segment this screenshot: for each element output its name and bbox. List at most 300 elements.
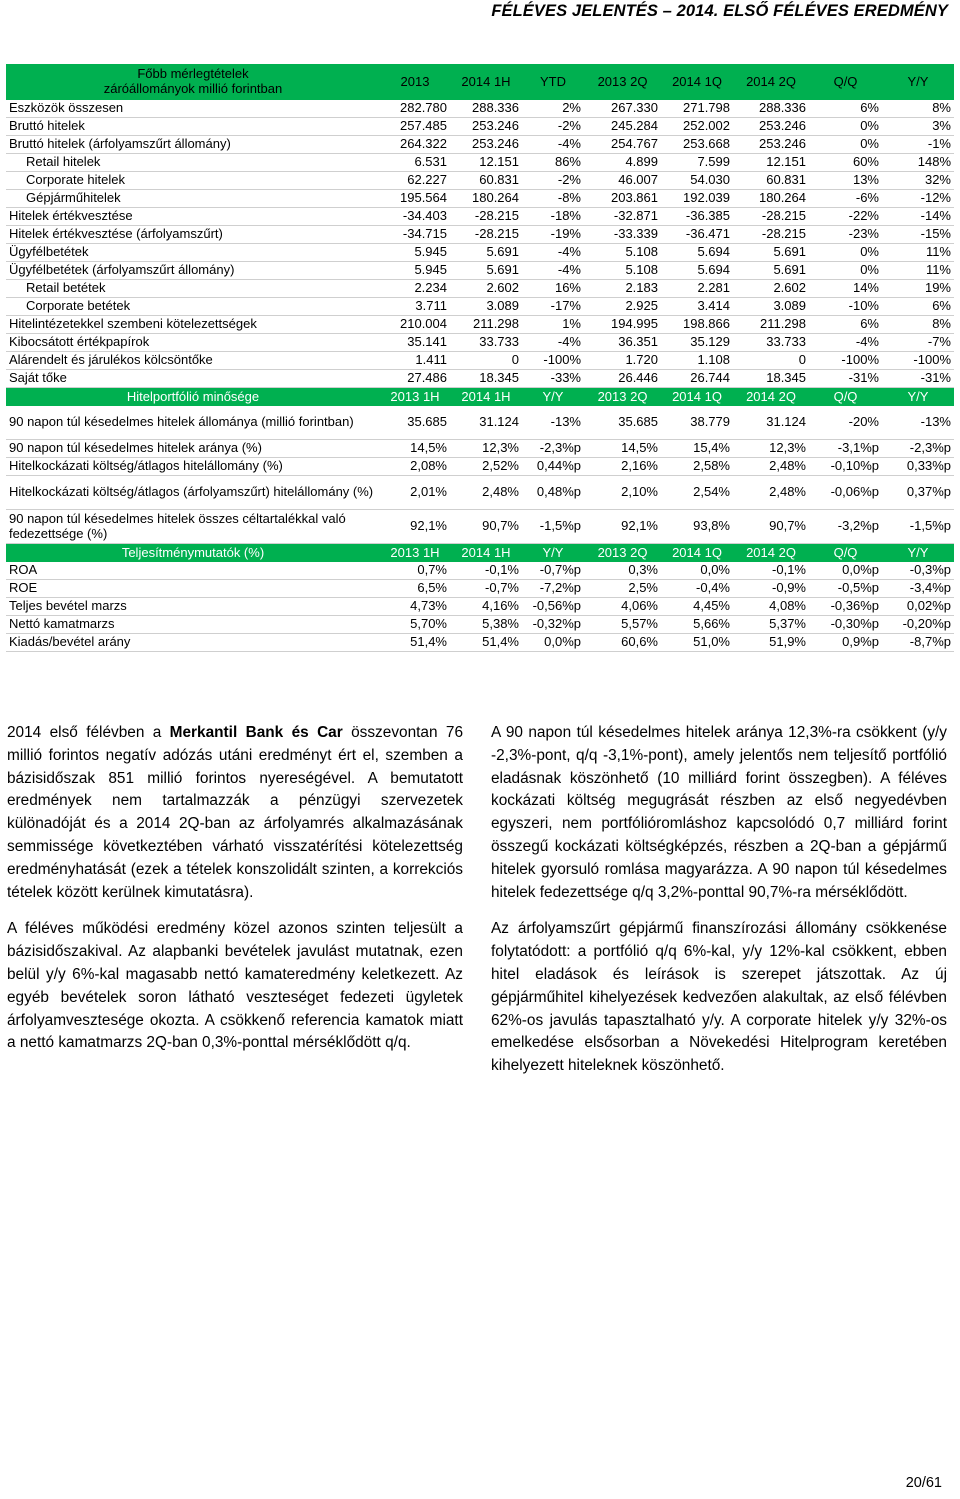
row-value: 211.298 (450, 316, 522, 334)
row-value: 51,4% (380, 634, 450, 652)
table-row (6, 316, 954, 334)
row-value: 14% (809, 280, 882, 298)
row-value: -2% (522, 172, 584, 190)
table-row (6, 208, 954, 226)
row-value: 254.767 (584, 136, 661, 154)
row-value: -33% (522, 370, 584, 388)
row-value: 4,16% (450, 598, 522, 616)
row-value: 3.089 (450, 298, 522, 316)
row-value: 2,58% (661, 458, 733, 476)
table-row (6, 136, 954, 154)
row-label: Bruttó hitelek (árfolyamszűrt állomány) (6, 136, 380, 154)
section-column-header: 2014 2Q (733, 388, 809, 407)
table-row (6, 190, 954, 208)
row-value: 4,73% (380, 598, 450, 616)
row-value: 253.246 (450, 136, 522, 154)
left-paragraph-1 (7, 722, 463, 904)
table-row (6, 406, 954, 440)
section-column-header: 2013 2Q (584, 544, 661, 563)
row-value: -0,56%p (522, 598, 584, 616)
row-value: 0% (809, 262, 882, 280)
row-value: 90,7% (733, 510, 809, 544)
column-header: Q/Q (809, 64, 882, 100)
row-value: 2.281 (661, 280, 733, 298)
row-value: 51,0% (661, 634, 733, 652)
row-value: 18.345 (450, 370, 522, 388)
row-value: -4% (522, 262, 584, 280)
row-value: 27.486 (380, 370, 450, 388)
row-value: 0,7% (380, 562, 450, 580)
row-value: 0,9%p (809, 634, 882, 652)
row-value: 198.866 (661, 316, 733, 334)
row-value: 194.995 (584, 316, 661, 334)
row-value: 192.039 (661, 190, 733, 208)
row-value: 1.411 (380, 352, 450, 370)
row-value: 203.861 (584, 190, 661, 208)
table-row (6, 172, 954, 190)
row-value: 5.694 (661, 262, 733, 280)
column-header: 2014 2Q (733, 64, 809, 100)
row-value: 26.446 (584, 370, 661, 388)
row-value: 35.685 (584, 406, 661, 440)
row-value: 5.945 (380, 244, 450, 262)
row-value: -0,3%p (882, 562, 954, 580)
row-value: 2,52% (450, 458, 522, 476)
row-value: -0,4% (661, 580, 733, 598)
row-value: 93,8% (661, 510, 733, 544)
row-value: 6,5% (380, 580, 450, 598)
row-value: 245.284 (584, 118, 661, 136)
row-value: -28.215 (450, 226, 522, 244)
row-label: Bruttó hitelek (6, 118, 380, 136)
table-row (6, 476, 954, 510)
row-value: -3,4%p (882, 580, 954, 598)
row-value: 2% (522, 100, 584, 118)
table-title (6, 64, 380, 100)
table-row (6, 510, 954, 544)
row-value: 2,54% (661, 476, 733, 510)
row-label: Hitelek értékvesztése (árfolyamszűrt) (6, 226, 380, 244)
row-value: -4% (522, 334, 584, 352)
row-value: 8% (882, 316, 954, 334)
row-value: 5,37% (733, 616, 809, 634)
row-value: -23% (809, 226, 882, 244)
row-value: 267.330 (584, 100, 661, 118)
row-value: -0,7% (450, 580, 522, 598)
row-value: -32.871 (584, 208, 661, 226)
row-value: 92,1% (380, 510, 450, 544)
row-value: 2.925 (584, 298, 661, 316)
section-column-header: Y/Y (882, 544, 954, 563)
row-label: Hitelintézetekkel szembeni kötelezettségek (6, 316, 380, 334)
row-value: -34.403 (380, 208, 450, 226)
section-column-header: Y/Y (882, 388, 954, 407)
row-value: 5.694 (661, 244, 733, 262)
row-value: 6% (882, 298, 954, 316)
row-value: -33.339 (584, 226, 661, 244)
table-title-line-2: záróállományok millió forintban (103, 81, 283, 96)
table-row (6, 580, 954, 598)
row-value: 0% (809, 118, 882, 136)
row-value: 2,48% (733, 476, 809, 510)
row-value: -1% (882, 136, 954, 154)
row-value: 252.002 (661, 118, 733, 136)
row-value: 5,66% (661, 616, 733, 634)
row-value: -0,32%p (522, 616, 584, 634)
table-row (6, 226, 954, 244)
row-value: -4% (522, 244, 584, 262)
table-row (6, 458, 954, 476)
row-value: -0,1% (450, 562, 522, 580)
row-label: Hitelek értékvesztése (6, 208, 380, 226)
row-value: -31% (882, 370, 954, 388)
table-row (6, 352, 954, 370)
row-value: 62.227 (380, 172, 450, 190)
row-value: 46.007 (584, 172, 661, 190)
left-text-column (7, 722, 463, 1069)
financial-table (6, 64, 954, 652)
row-value: 86% (522, 154, 584, 172)
row-value: 288.336 (450, 100, 522, 118)
table-row (6, 100, 954, 118)
row-value: -28.215 (733, 226, 809, 244)
row-value: 5.691 (450, 244, 522, 262)
row-label: Gépjárműhitelek (6, 190, 380, 208)
table-row (6, 118, 954, 136)
row-value: -4% (522, 136, 584, 154)
row-value: 282.780 (380, 100, 450, 118)
left-p1-rest: összevontan 76 millió forintos negatív adózás utáni eredményt ért el, szemben a bázisidőszak 851 millió forintos nyereségével. A bemutatott eredmények nem tartalmazzák a pénzügyi szervezetek különadóját és a 2014 2Q-ban az árfolyamrés alkalmazásának semmissége következtében várható visszatérítési kötelezettség eredményhatását (ezek a tételek konszolidált szinten, a korrekciós tételek között kerülnek kimutatásra). (7, 724, 464, 901)
row-value: 210.004 (380, 316, 450, 334)
row-value: -0,10%p (809, 458, 882, 476)
row-value: 2.602 (733, 280, 809, 298)
row-label: Retail betétek (6, 280, 380, 298)
table-row (6, 370, 954, 388)
row-value: -36.471 (661, 226, 733, 244)
row-value: -20% (809, 406, 882, 440)
row-label: Retail hitelek (6, 154, 380, 172)
row-value: -0,30%p (809, 616, 882, 634)
row-value: -4% (809, 334, 882, 352)
row-value: 6% (809, 316, 882, 334)
row-value: 2,01% (380, 476, 450, 510)
row-value: 90,7% (450, 510, 522, 544)
row-value: 12,3% (733, 440, 809, 458)
row-value: 271.798 (661, 100, 733, 118)
row-value: 253.246 (733, 136, 809, 154)
row-value: 0,33%p (882, 458, 954, 476)
column-header: Y/Y (882, 64, 954, 100)
row-value: 60% (809, 154, 882, 172)
row-value: 54.030 (661, 172, 733, 190)
row-value: -31% (809, 370, 882, 388)
row-value: 19% (882, 280, 954, 298)
row-value: 35.129 (661, 334, 733, 352)
row-value: 5.108 (584, 262, 661, 280)
row-label: Kiadás/bevétel arány (6, 634, 380, 652)
row-value: 0,0% (661, 562, 733, 580)
row-value: 5.691 (733, 262, 809, 280)
row-value: 0,48%p (522, 476, 584, 510)
row-value: 5.691 (450, 262, 522, 280)
row-value: 14,5% (584, 440, 661, 458)
row-label: Hitelkockázati költség/átlagos (árfolyamszűrt) hitelállomány (%) (6, 476, 380, 510)
row-value: -14% (882, 208, 954, 226)
section-title: Hitelportfólió minősége (6, 388, 380, 407)
row-value: -2,3%p (522, 440, 584, 458)
report-header: FÉLÉVES JELENTÉS – 2014. ELSŐ FÉLÉVES EREDMÉNY (491, 2, 948, 20)
row-value: -0,9% (733, 580, 809, 598)
row-label: 90 napon túl késedelmes hitelek aránya (%) (6, 440, 380, 458)
row-value: 51,4% (450, 634, 522, 652)
row-value: 2,5% (584, 580, 661, 598)
row-value: -34.715 (380, 226, 450, 244)
row-value: 2,48% (733, 458, 809, 476)
section-column-header: 2013 1H (380, 388, 450, 407)
row-value: -10% (809, 298, 882, 316)
row-value: 18.345 (733, 370, 809, 388)
row-value: -6% (809, 190, 882, 208)
row-value: 1% (522, 316, 584, 334)
section-column-header: 2014 2Q (733, 544, 809, 563)
row-value: 0,0%p (809, 562, 882, 580)
table-row (6, 562, 954, 580)
row-value: 5,70% (380, 616, 450, 634)
row-value: -3,1%p (809, 440, 882, 458)
row-value: 6% (809, 100, 882, 118)
row-label: ROE (6, 580, 380, 598)
row-value: 2,16% (584, 458, 661, 476)
row-value: 5,57% (584, 616, 661, 634)
row-label: ROA (6, 562, 380, 580)
table-row (6, 262, 954, 280)
row-value: 180.264 (450, 190, 522, 208)
row-value: -19% (522, 226, 584, 244)
row-value: 0 (733, 352, 809, 370)
row-value: 2.183 (584, 280, 661, 298)
row-value: 0,02%p (882, 598, 954, 616)
row-value: 8% (882, 100, 954, 118)
row-value: 257.485 (380, 118, 450, 136)
table-row (6, 334, 954, 352)
row-value: 211.298 (733, 316, 809, 334)
table-row (6, 244, 954, 262)
row-label: Nettó kamatmarzs (6, 616, 380, 634)
row-value: -2% (522, 118, 584, 136)
row-value: 4,06% (584, 598, 661, 616)
row-value: -0,36%p (809, 598, 882, 616)
row-label: Corporate hitelek (6, 172, 380, 190)
row-value: -8% (522, 190, 584, 208)
right-paragraph-1: A 90 napon túl késedelmes hitelek aránya 12,3%-ra csökkent (y/y -2,3%-pont, q/q -3,1%-pont), amely jelentős nem teljesítő portfólió eladásnak köszönhető (10 milliárd forint összegben). A féléves kockázati költség megugrását részben az első negyedévben egyszeri, nem portfólióromláshoz kapcsolódó 0,7 milliárd forint összegű kockázati költségképzés, részben a 2Q-ban a gépjármű hitelek gyorsuló romlása magyarázza. A 90 napon túl késedelmes hitelek fedezettsége q/q 3,2%-ponttal 90,7%-ra mérséklődött. (491, 724, 947, 901)
table-header-row (6, 64, 954, 100)
row-value: 33.733 (450, 334, 522, 352)
row-value: -1,5%p (882, 510, 954, 544)
row-value: 0,44%p (522, 458, 584, 476)
row-value: 0,0%p (522, 634, 584, 652)
row-value: -7,2%p (522, 580, 584, 598)
table-row (6, 154, 954, 172)
row-value: 12,3% (450, 440, 522, 458)
row-value: 4.899 (584, 154, 661, 172)
table-title-line-1: Főbb mérlegtételek (137, 66, 249, 82)
row-value: -28.215 (450, 208, 522, 226)
row-value: 60,6% (584, 634, 661, 652)
row-value: 0,3% (584, 562, 661, 580)
row-value: -18% (522, 208, 584, 226)
row-value: -7% (882, 334, 954, 352)
row-value: 2.234 (380, 280, 450, 298)
row-value: 16% (522, 280, 584, 298)
row-value: 0% (809, 244, 882, 262)
row-value: 11% (882, 244, 954, 262)
section-column-header: 2014 1H (450, 388, 522, 407)
row-value: 148% (882, 154, 954, 172)
row-label: Hitelkockázati költség/átlagos hitelállomány (%) (6, 458, 380, 476)
row-value: 253.668 (661, 136, 733, 154)
right-paragraph-2: Az árfolyamszűrt gépjármű finanszírozási állomány csökkenése folytatódott: a portfólió q/q 6%-kal, y/y 12%-kal csökkent, ebben hitel eladások és leírások is szerepet játszottak. Az új gépjárműhitel kihelyezések kedvezően alakultak, az első félévben 62%-os javulás tapasztalható y/y. A corporate hitelek y/y 32%-os emelkedése elsősorban a Növekedési Hitelprogram keretében kihelyezett hiteleknek köszönhető. (491, 920, 947, 1075)
row-value: 7.599 (661, 154, 733, 172)
row-value: 12.151 (450, 154, 522, 172)
table-row (6, 598, 954, 616)
row-value: -15% (882, 226, 954, 244)
row-value: -13% (522, 406, 584, 440)
section-column-header: Y/Y (522, 388, 584, 407)
row-value: 14,5% (380, 440, 450, 458)
row-value: 15,4% (661, 440, 733, 458)
row-value: 2,08% (380, 458, 450, 476)
section-column-header: Y/Y (522, 544, 584, 563)
row-value: 35.685 (380, 406, 450, 440)
row-value: -8,7%p (882, 634, 954, 652)
row-label: Teljes bevétel marzs (6, 598, 380, 616)
row-value: -0,20%p (882, 616, 954, 634)
row-value: 60.831 (733, 172, 809, 190)
row-value: 2,10% (584, 476, 661, 510)
column-header: 2013 2Q (584, 64, 661, 100)
row-value: 0,37%p (882, 476, 954, 510)
section-column-header: 2014 1Q (661, 544, 733, 563)
row-value: 1.720 (584, 352, 661, 370)
row-value: -36.385 (661, 208, 733, 226)
section-column-header: Q/Q (809, 388, 882, 407)
left-p1-bold: Merkantil Bank és Car (169, 724, 343, 741)
section-column-header: 2013 2Q (584, 388, 661, 407)
section-header-row (6, 388, 954, 407)
row-value: 31.124 (733, 406, 809, 440)
row-value: -28.215 (733, 208, 809, 226)
row-value: 2,48% (450, 476, 522, 510)
row-value: -100% (522, 352, 584, 370)
row-value: 5.691 (733, 244, 809, 262)
row-label: 90 napon túl késedelmes hitelek állománya (millió forintban) (6, 406, 380, 440)
row-value: 180.264 (733, 190, 809, 208)
row-label: Ügyfélbetétek (6, 244, 380, 262)
row-value: 11% (882, 262, 954, 280)
left-p1-intro: 2014 első félévben a (7, 724, 170, 741)
section-column-header: 2013 1H (380, 544, 450, 563)
table-row (6, 298, 954, 316)
row-value: 288.336 (733, 100, 809, 118)
section-column-header: 2014 1H (450, 544, 522, 563)
row-value: -2,3%p (882, 440, 954, 458)
row-label: Saját tőke (6, 370, 380, 388)
section-column-header: Q/Q (809, 544, 882, 563)
row-value: -3,2%p (809, 510, 882, 544)
row-value: 2.602 (450, 280, 522, 298)
column-header: 2014 1H (450, 64, 522, 100)
row-value: 253.246 (733, 118, 809, 136)
section-title: Teljesítménymutatók (%) (6, 544, 380, 563)
row-value: 3.414 (661, 298, 733, 316)
section-header-row (6, 544, 954, 563)
row-value: -1,5%p (522, 510, 584, 544)
column-header: 2014 1Q (661, 64, 733, 100)
row-label: Ügyfélbetétek (árfolyamszűrt állomány) (6, 262, 380, 280)
row-value: 5.108 (584, 244, 661, 262)
row-value: 3.711 (380, 298, 450, 316)
row-value: 36.351 (584, 334, 661, 352)
row-value: 92,1% (584, 510, 661, 544)
row-value: 264.322 (380, 136, 450, 154)
row-value: 5,38% (450, 616, 522, 634)
column-header: 2013 (380, 64, 450, 100)
left-paragraph-2: A féléves működési eredmény közel azonos szinten teljesült a bázisidőszakival. Az alapbanki bevételek javulást mutatnak, ezen belül y/y 6%-kal magasabb nettó kamateredmény keletkezett. Az egyéb bevételek soron látható veszteséget fedezeti ügyletek árfolyamvesztesége okozta. A csökkenő referencia kamatok miatt a nettó kamatmarzs 2Q-ban 0,3%-ponttal mérséklődött q/q. (7, 920, 463, 1052)
row-value: -22% (809, 208, 882, 226)
row-value: -17% (522, 298, 584, 316)
section-column-header: 2014 1Q (661, 388, 733, 407)
row-value: 51,9% (733, 634, 809, 652)
row-value: -12% (882, 190, 954, 208)
row-value: -100% (882, 352, 954, 370)
row-label: Alárendelt és járulékos kölcsöntőke (6, 352, 380, 370)
row-value: 26.744 (661, 370, 733, 388)
row-value: 195.564 (380, 190, 450, 208)
row-label: 90 napon túl késedelmes hitelek összes céltartalékkal való fedezettsége (%) (6, 510, 380, 544)
table-row (6, 634, 954, 652)
row-value: 31.124 (450, 406, 522, 440)
page-number: 20/61 (905, 1475, 942, 1491)
row-value: -0,1% (733, 562, 809, 580)
row-label: Eszközök összesen (6, 100, 380, 118)
row-value: 32% (882, 172, 954, 190)
row-label: Kibocsátott értékpapírok (6, 334, 380, 352)
row-value: 3% (882, 118, 954, 136)
row-value: 4,45% (661, 598, 733, 616)
column-header: YTD (522, 64, 584, 100)
table-row (6, 440, 954, 458)
table-row (6, 616, 954, 634)
row-value: 13% (809, 172, 882, 190)
row-value: 0 (450, 352, 522, 370)
row-value: 5.945 (380, 262, 450, 280)
table-row (6, 280, 954, 298)
row-value: 4,08% (733, 598, 809, 616)
row-value: -0,06%p (809, 476, 882, 510)
row-value: -0,7%p (522, 562, 584, 580)
row-value: 0% (809, 136, 882, 154)
row-value: -0,5%p (809, 580, 882, 598)
row-value: 38.779 (661, 406, 733, 440)
row-value: 253.246 (450, 118, 522, 136)
row-value: 6.531 (380, 154, 450, 172)
row-value: 33.733 (733, 334, 809, 352)
row-label: Corporate betétek (6, 298, 380, 316)
right-text-column (491, 722, 947, 1092)
row-value: 12.151 (733, 154, 809, 172)
row-value: 3.089 (733, 298, 809, 316)
row-value: -13% (882, 406, 954, 440)
